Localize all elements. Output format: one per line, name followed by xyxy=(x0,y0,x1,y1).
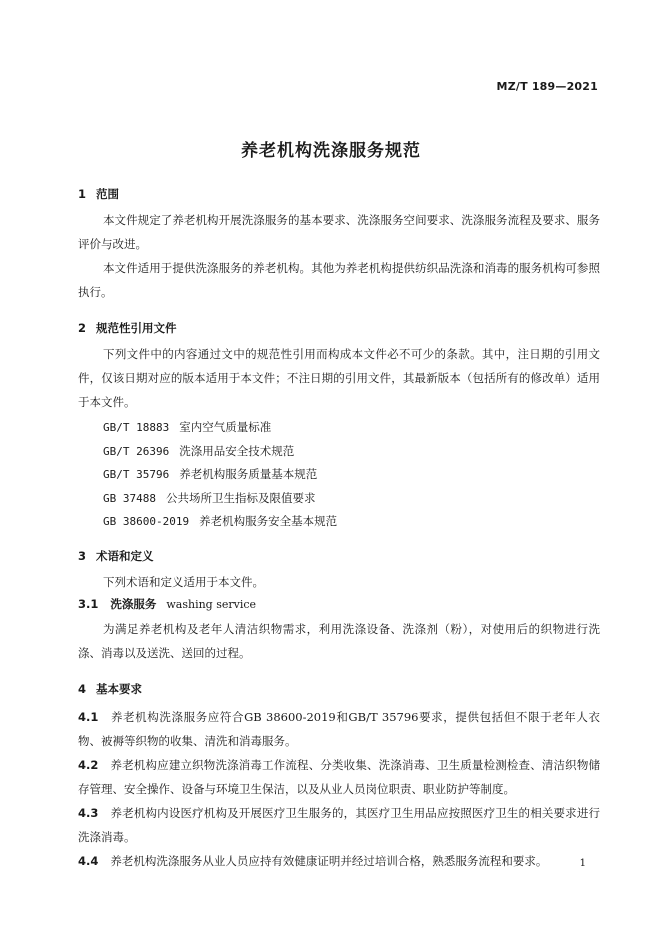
reference-code: GB/T 18883 xyxy=(103,421,170,434)
term-definition: 为满足养老机构及老年人清洁织物需求，利用洗涤设备、洗涤剂（粉），对使用后的织物进行洗涤、消毒以及送洗、送回的过程。 xyxy=(78,621,600,660)
section-title: 基本要求 xyxy=(96,681,142,696)
clause-item xyxy=(78,801,600,849)
clause-number: 4.4 xyxy=(78,853,99,868)
scope-paragraph: 本文件规定了养老机构开展洗涤服务的基本要求、洗涤服务空间要求、洗涤服务流程及要求、服务评价与改进。 xyxy=(78,213,600,251)
section-3-heading xyxy=(78,548,600,564)
section-number: 3 xyxy=(78,548,87,563)
reference-code: GB 37488 xyxy=(103,491,156,505)
section-number: 4 xyxy=(78,681,87,696)
reference-code: GB 38600-2019 xyxy=(103,515,190,528)
scope-paragraph: 本文件适用于提供洗涤服务的养老机构。其他为养老机构提供纺织品洗涤和消毒的服务机构可参照执行。 xyxy=(78,261,600,299)
clause-text: 养老机构洗涤服务从业人员应持有效健康证明并经过培训合格，熟悉服务流程和要求。 xyxy=(110,853,548,868)
page-number: 1 xyxy=(579,858,586,869)
reference-item xyxy=(103,416,600,440)
clause-number: 4.3 xyxy=(78,805,99,820)
document-title: 养老机构洗涤服务规范 xyxy=(241,141,421,161)
clause-text: 养老机构洗涤服务应符合GB 38600-2019和GB/T 35796要求，提供包括但不限于老年人衣物、被褥等织物的收集、清洗和消毒服务。 xyxy=(78,709,600,748)
clause-text: 养老机构内设医疗机构及开展医疗卫生服务的，其医疗卫生用品应按照医疗卫生的相关要求进行洗涤消毒。 xyxy=(78,805,600,844)
term-number: 3.1 xyxy=(78,596,99,611)
reference-name: 洗涤用品安全技术规范 xyxy=(179,443,295,458)
term-entry xyxy=(78,594,600,615)
standard-code: MZ/T 189—2021 xyxy=(496,80,598,93)
reference-item xyxy=(103,440,600,464)
reference-item xyxy=(103,487,600,511)
section-number: 1 xyxy=(78,187,87,201)
term-chinese: 洗涤服务 xyxy=(110,596,157,611)
reference-name: 养老机构服务安全基本规范 xyxy=(199,514,338,528)
reference-name: 公共场所卫生指标及限值要求 xyxy=(165,490,316,505)
clause-item xyxy=(78,849,600,873)
reference-list xyxy=(103,416,600,534)
reference-item xyxy=(103,510,600,534)
section-title: 术语和定义 xyxy=(96,548,154,563)
section-number: 2 xyxy=(78,321,87,335)
section-title: 范围 xyxy=(96,187,119,201)
reference-code: GB/T 26396 xyxy=(103,444,170,458)
section-title: 规范性引用文件 xyxy=(96,321,177,335)
clause-text: 养老机构应建立织物洗涤消毒工作流程、分类收集、洗涤消毒、卫生质量检测检查、清洁织物储存管理、安全操作、设备与环境卫生保洁，以及从业人员岗位职责、职业防护等制度。 xyxy=(78,757,600,796)
document-body xyxy=(78,186,600,873)
terms-intro: 下列术语和定义适用于本文件。 xyxy=(103,574,264,589)
references-intro: 下列文件中的内容通过文中的规范性引用而构成本文件必不可少的条款。其中，注日期的引用文件，仅该日期对应的版本适用于本文件；不注日期的引用文件，其最新版本（包括所有的修改单）适用于本文件。 xyxy=(78,347,600,409)
term-english: washing service xyxy=(166,597,257,611)
reference-name: 养老机构服务质量基本规范 xyxy=(179,467,318,481)
clause-number: 4.1 xyxy=(78,709,99,724)
clause-item xyxy=(78,753,600,801)
section-2-heading xyxy=(78,320,600,336)
clause-number: 4.2 xyxy=(78,757,99,772)
reference-code: GB/T 35796 xyxy=(103,468,170,481)
section-4-heading xyxy=(78,681,600,697)
clause-item xyxy=(78,705,600,753)
section-1-heading xyxy=(78,186,600,202)
reference-item xyxy=(103,463,600,487)
reference-name: 室内空气质量标准 xyxy=(179,420,272,434)
